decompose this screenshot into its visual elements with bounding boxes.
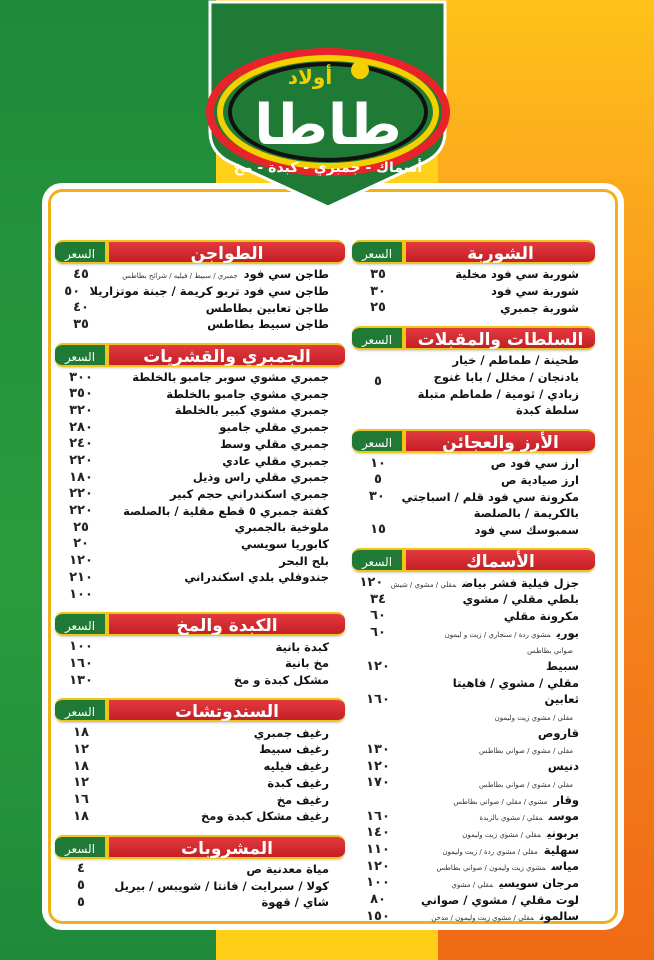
item-options: مقلي / مشوي زيت وليمون / مدخن (431, 914, 534, 923)
menu-section (55, 698, 345, 826)
item-name: مرجان سويسي (499, 875, 579, 890)
brand-tagline: أسماك - جمبري - كبدة - مخ (233, 160, 423, 176)
section-title: الكبدة والمخ (107, 612, 345, 636)
item-price: ٣٥ (370, 266, 386, 282)
item-name: جندوفلي بلدي اسكندراني (184, 570, 329, 585)
price-label: السعر (55, 835, 107, 859)
item-name-wrap (107, 726, 345, 740)
item-price: ٤٥ (73, 266, 89, 282)
menu-item (352, 741, 595, 758)
menu-item (352, 825, 595, 842)
item-price: ٥ (77, 878, 85, 894)
section-header (352, 240, 595, 264)
item-name: مياة معدنية ص (246, 861, 329, 876)
menu-item (352, 266, 595, 283)
item-name: جمبري مقلي عادي (222, 453, 329, 468)
item-name: مكرونة مقلي (503, 608, 579, 623)
item-price: ١٢٠ (366, 858, 390, 874)
item-name-wrap (89, 284, 345, 298)
item-options: مقلي / مشوي / صواني بطاطس (479, 747, 573, 756)
item-name: طاجن سي فود (243, 267, 329, 282)
item-name: رغيف سبيط (259, 742, 329, 757)
item-name: ارز صيادية ص (501, 472, 579, 487)
brand-prefix: أولاد (287, 65, 333, 89)
menu-item (55, 452, 345, 469)
menu-item (352, 791, 595, 808)
item-name: كولا / سبرايت / فانتا / شويبس / بيريل (114, 878, 329, 893)
item-name-wrap (404, 776, 595, 790)
section-header (55, 240, 345, 264)
item-name-wrap (404, 709, 595, 723)
menu-item (352, 402, 595, 419)
item-name-wrap (404, 676, 595, 690)
item-name-wrap (107, 420, 345, 434)
item-name: شوربة سي فود مخلية (455, 267, 579, 282)
item-name-wrap (404, 876, 595, 890)
item-name-wrap (404, 809, 595, 823)
item-name-wrap (107, 742, 345, 756)
item-price: ١٨ (73, 758, 89, 774)
menu-section (352, 240, 595, 318)
item-options: مقلي / مشوي بالزبدة (479, 814, 543, 823)
menu-item (55, 299, 345, 316)
item-name-wrap (107, 673, 345, 687)
menu-item (352, 641, 595, 658)
item-name-wrap (404, 692, 595, 706)
item-price: ٢٨٠ (69, 419, 93, 435)
menu-item (55, 266, 345, 283)
menu-item (55, 402, 345, 419)
item-price: ٢٥ (73, 519, 89, 535)
item-name-wrap (404, 909, 595, 923)
item-price: ٣٠ (368, 489, 385, 505)
item-name: كبدة بانية (275, 639, 329, 654)
menu-item (55, 469, 345, 486)
item-price: ٥ (374, 472, 382, 488)
item-options: مقلي / مشوي ردة / زيت وليمون (442, 847, 538, 856)
item-name-wrap (107, 640, 345, 654)
item-name: شوربة جمبري (500, 300, 579, 315)
item-name-wrap (404, 742, 595, 756)
brand-name: طاطا (254, 93, 402, 158)
item-name: جمبري اسكندراني حجم كبير (169, 486, 329, 501)
item-name-wrap (107, 570, 345, 584)
menu-item (55, 316, 345, 333)
brand-logo (200, 2, 455, 207)
price-label: السعر (352, 429, 404, 453)
item-name: زبادي / ثومية / طماطم متبلة (417, 386, 579, 401)
menu-item (55, 775, 345, 792)
item-price: ٢٢٠ (69, 486, 93, 502)
item-name: جزل فيلية فشر بياض (462, 575, 579, 590)
item-name-wrap (402, 490, 595, 504)
item-name-wrap (107, 301, 345, 315)
item-name-wrap (404, 826, 595, 840)
item-price: ١٠٠ (69, 639, 93, 655)
item-price: ١٠٠ (69, 586, 93, 602)
menu-item (55, 486, 345, 503)
item-name: رغيف جمبري (253, 725, 329, 740)
item-name-wrap (107, 554, 345, 568)
item-price: ١٠٠ (366, 875, 390, 891)
menu-item (352, 505, 595, 522)
item-name: رغيف مشكل كبدة ومخ (200, 809, 329, 824)
item-price: ٦٠ (370, 608, 386, 624)
item-name: رغيف مخ (276, 792, 329, 807)
item-price: ١٣٠ (366, 741, 390, 757)
item-name-wrap (404, 659, 595, 673)
menu-item (352, 472, 595, 489)
item-name: قاروص (537, 725, 579, 740)
item-price: ٣٥٠ (69, 386, 93, 402)
section-title: الطواجن (107, 240, 345, 264)
item-name: بلح البحر (279, 553, 329, 568)
menu-item (55, 861, 345, 878)
item-price: ١٦٠ (366, 691, 390, 707)
item-price: ٥٠ (64, 283, 81, 299)
item-price: ٢٤٠ (69, 436, 93, 452)
menu-item (352, 299, 595, 316)
item-name-wrap (107, 470, 345, 484)
section-header (352, 429, 595, 453)
menu-item (352, 608, 595, 625)
item-price: ١٨ (73, 725, 89, 741)
section-title: السندوتشات (107, 698, 345, 722)
item-name-wrap (107, 487, 345, 501)
item-options: مقلي / مشوي (451, 880, 494, 889)
section-header (55, 612, 345, 636)
item-name: شوربة سي فود (490, 284, 579, 299)
price-label: السعر (352, 240, 404, 264)
left-column (55, 240, 345, 921)
menu-item (352, 455, 595, 472)
item-name-wrap (107, 793, 345, 807)
menu-item (352, 891, 595, 908)
item-price: ٨٠ (370, 892, 386, 908)
section-header (352, 548, 595, 572)
item-name: جمبري مقلي جامبو (219, 420, 329, 435)
item-price: ١٢ (73, 775, 89, 791)
menu-item (352, 674, 595, 691)
menu-section (55, 835, 345, 913)
menu-item (55, 369, 345, 386)
price-label: السعر (55, 343, 107, 367)
menu-item (352, 724, 595, 741)
item-options: مقلي / مشوي زيت وليمون (462, 830, 541, 839)
item-name: موسى (548, 809, 579, 824)
menu-item (352, 841, 595, 858)
menu-item (352, 352, 595, 369)
item-name: مخ بانية (284, 656, 329, 671)
item-price: ٣٢٠ (69, 402, 93, 418)
item-price: ١٢٠ (366, 658, 390, 674)
menu-item (352, 758, 595, 775)
block-price: ٥ (374, 374, 382, 390)
menu-section (55, 343, 345, 605)
menu-item (352, 488, 595, 505)
item-price: ١٥ (370, 522, 386, 538)
item-name-wrap (107, 454, 345, 468)
item-options: مشوي ردة / سنجاري / زيت و ليمون (444, 630, 551, 639)
section-header (352, 326, 595, 350)
item-price: ١٢٠ (366, 758, 390, 774)
price-label: السعر (55, 698, 107, 722)
menu-section (55, 612, 345, 690)
item-name: سبيط (545, 659, 579, 674)
menu-item (55, 283, 345, 300)
menu-item (352, 574, 595, 591)
item-price: ٢١٠ (69, 569, 93, 585)
item-name-wrap (404, 403, 595, 417)
item-name-wrap (107, 520, 345, 534)
item-price: ١٢ (73, 741, 89, 757)
item-price: ٤٠ (73, 300, 89, 316)
item-options: جمبري / سبيط / فيليه / شرائح بطاطس (122, 272, 238, 281)
item-name: كفتة جمبري ٥ قطع مقلية / بالصلصة (123, 503, 329, 518)
item-name-wrap (107, 895, 345, 909)
item-price: ٢٢٠ (69, 453, 93, 469)
section-title: الأسماك (404, 548, 595, 572)
item-name: رغيف كبدة (267, 775, 329, 790)
item-name: جمبري مشوي جامبو بالخلطة (166, 386, 329, 401)
menu-item (55, 877, 345, 894)
menu-item (55, 638, 345, 655)
item-price: ٢٥ (370, 300, 386, 316)
item-name: سمبوسك سي فود (474, 522, 579, 537)
menu-item (55, 894, 345, 911)
item-options: صواني بطاطس (527, 647, 573, 656)
menu-item (352, 775, 595, 792)
menu-item (55, 419, 345, 436)
item-name-wrap (404, 893, 595, 907)
section-title: الجمبري والقشريات (107, 343, 345, 367)
item-name-wrap (404, 473, 595, 487)
fish-icon (351, 61, 369, 79)
item-name-wrap (107, 267, 345, 281)
item-name-wrap (107, 879, 345, 893)
item-options: مشوي / مقلي / صواني بطاطس (453, 797, 548, 806)
item-name: جمبري مشوي سوبر جامبو بالخلطة (132, 370, 329, 385)
menu-item (55, 724, 345, 741)
item-name-wrap (404, 456, 595, 470)
item-options: مقلي / مشوي زيت وليمون (494, 714, 573, 723)
item-price: ٢٠ (73, 536, 89, 552)
item-price: ١٦٠ (366, 808, 390, 824)
item-price: ٥ (77, 894, 85, 910)
item-name-wrap (107, 656, 345, 670)
menu-item (55, 791, 345, 808)
section-title: الشوربة (404, 240, 595, 264)
menu-item (55, 655, 345, 672)
item-name-wrap (404, 592, 595, 606)
item-name: جمبري مشوي كبير بالخلطة (174, 403, 329, 418)
item-name: لوت مقلي / مشوي / صواني (420, 892, 579, 907)
item-name: رغيف فيليه (263, 759, 329, 774)
item-price: ١٢٠ (359, 575, 384, 591)
item-name: طاجن سبيط بطاطس (207, 317, 329, 332)
item-name-wrap (404, 609, 595, 623)
item-price: ٦٠ (370, 625, 386, 641)
item-name: طاجن سي فود تربو كريمة / جبنة موتزاريلا (89, 284, 329, 299)
price-label: السعر (352, 326, 404, 350)
item-options: مقلي / مشوي / صواني بطاطس (479, 780, 573, 789)
item-name: مياس (551, 859, 579, 874)
item-name-wrap (107, 437, 345, 451)
item-price: ٣٠ (370, 283, 386, 299)
menu-item (55, 808, 345, 825)
item-price: ٣٠٠ (69, 369, 93, 385)
item-name: طاجن تعابين بطاطس (205, 300, 329, 315)
menu-item (352, 708, 595, 725)
item-name: ارز سي فود ص (490, 456, 579, 471)
item-name: مشكل كبدة و مخ (233, 673, 329, 688)
menu-item (352, 522, 595, 539)
menu-section (352, 326, 595, 421)
item-name-wrap (107, 387, 345, 401)
item-price: ١١٠ (366, 842, 390, 858)
item-price: ١٧٠ (366, 775, 390, 791)
item-price: ٤ (77, 861, 85, 877)
item-name-wrap (107, 537, 345, 551)
item-name-wrap (107, 370, 345, 384)
item-name: دنيس (547, 759, 579, 774)
item-name-wrap (404, 506, 595, 520)
section-title: السلطات والمقبلات (404, 326, 595, 350)
item-price: ١٦٠ (69, 655, 93, 671)
menu-item (55, 385, 345, 402)
item-price: ٢٢٠ (69, 503, 93, 519)
menu-item (352, 858, 595, 875)
item-price: ٣٤ (370, 591, 386, 607)
item-price: ٣٥ (73, 316, 89, 332)
section-header (55, 343, 345, 367)
section-title: المشروبات (107, 835, 345, 859)
item-name: كابوريا سويسي (241, 536, 329, 551)
item-name-wrap (107, 809, 345, 823)
menu-item (352, 875, 595, 892)
item-name: بربوني (546, 825, 579, 840)
item-name-wrap (404, 284, 595, 298)
item-price: ١٣٠ (69, 672, 93, 688)
item-name-wrap (404, 759, 595, 773)
item-name-wrap (404, 859, 595, 873)
item-name: طحينة / طماطم / خيار (452, 353, 579, 368)
right-column (352, 240, 595, 935)
item-name-wrap (107, 504, 345, 518)
menu-item (352, 908, 595, 925)
menu-item (55, 502, 345, 519)
item-name: سالمون (539, 909, 579, 924)
item-name-wrap (107, 776, 345, 790)
item-options: مشوي زيت وليمون / صواني بطاطس (436, 864, 546, 873)
item-name: جمبري مقلي راس وذيل (192, 470, 329, 485)
price-label: السعر (55, 240, 107, 264)
item-name: بلطي مقلي / مشوي (462, 592, 579, 607)
menu-item (55, 586, 345, 603)
item-name: بوري (556, 625, 579, 640)
menu-item (55, 436, 345, 453)
item-name: جمبري مقلي وسط (220, 436, 329, 451)
menu-item (352, 624, 595, 641)
menu-item (352, 658, 595, 675)
section-title: الأرز والعجائن (404, 429, 595, 453)
item-price: ١٥٠ (366, 908, 390, 924)
item-price: ١٨٠ (69, 469, 93, 485)
item-price: ١٦ (73, 792, 89, 808)
item-name-wrap (107, 862, 345, 876)
item-name: بادنجان / مخلل / بابا غنوج (433, 370, 579, 385)
item-name: وقار (553, 792, 579, 807)
item-name: سهلية (543, 842, 579, 857)
item-name: مكرونة سي فود قلم / اسباجتي (401, 489, 579, 504)
menu-section (55, 240, 345, 335)
menu-item (55, 741, 345, 758)
item-name-wrap (404, 642, 595, 656)
menu-item (352, 283, 595, 300)
item-name-wrap (404, 370, 595, 384)
item-options: مقلي / مشوي / شيش (390, 580, 457, 589)
item-name-wrap (404, 793, 595, 807)
item-name: ثعابين (544, 692, 579, 707)
menu-item (55, 536, 345, 553)
price-label: السعر (55, 612, 107, 636)
item-name-wrap (404, 843, 595, 857)
menu-item (55, 519, 345, 536)
item-name-wrap (391, 576, 595, 590)
menu-item (55, 672, 345, 689)
item-name-wrap (404, 267, 595, 281)
menu-item (55, 552, 345, 569)
item-name: ملوخية بالجمبري (234, 520, 329, 535)
item-name-wrap (107, 759, 345, 773)
item-name: شاي / قهوة (261, 895, 329, 910)
item-price: ١٢٠ (69, 553, 93, 569)
section-header (55, 835, 345, 859)
item-name-wrap (404, 626, 595, 640)
item-name-wrap (404, 353, 595, 367)
menu-item (352, 808, 595, 825)
item-price: ١٨ (73, 808, 89, 824)
item-name: مقلي / مشوي / فاهيتا (452, 675, 579, 690)
menu-section (352, 548, 595, 926)
item-name-wrap (107, 403, 345, 417)
menu-item (352, 691, 595, 708)
item-name: بالكريمة / بالصلصة (473, 506, 579, 521)
item-name-wrap (404, 301, 595, 315)
item-price: ١٤٠ (366, 825, 390, 841)
menu-section (352, 429, 595, 540)
item-price: ١٠ (370, 455, 386, 471)
menu-item (55, 569, 345, 586)
item-name-wrap (404, 726, 595, 740)
section-header (55, 698, 345, 722)
menu-item (352, 591, 595, 608)
item-name: سلطة كبدة (516, 403, 579, 418)
menu-item (55, 758, 345, 775)
item-name-wrap (404, 523, 595, 537)
item-name-wrap (404, 387, 595, 401)
price-label: السعر (352, 548, 404, 572)
item-name-wrap (107, 317, 345, 331)
